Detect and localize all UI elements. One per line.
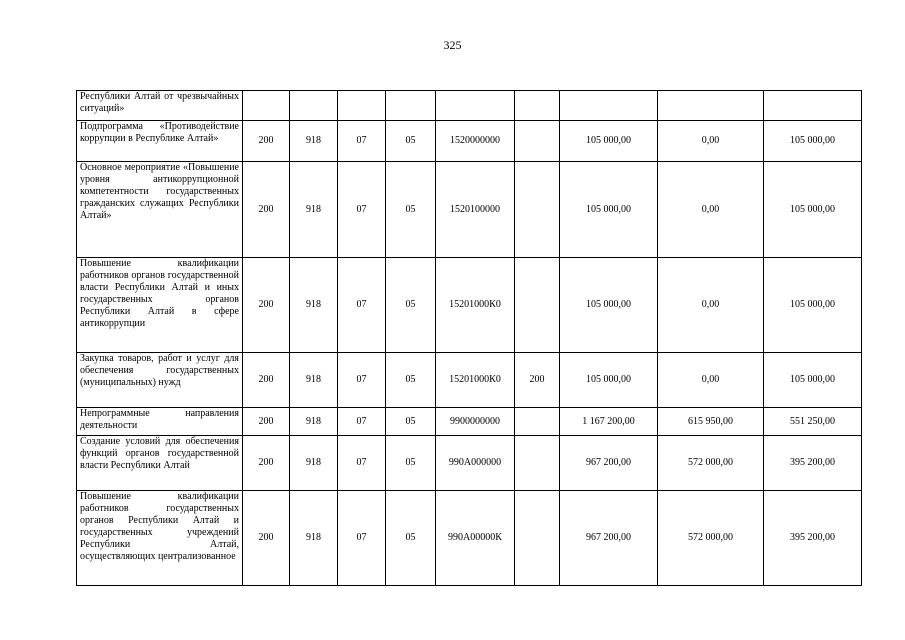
- cell-ministry: 918: [290, 353, 338, 408]
- cell-expense-type: [515, 436, 560, 491]
- cell-expense-type: [515, 91, 560, 121]
- cell-amount-third: 105 000,00: [764, 162, 862, 258]
- row-name: Подпрограмма «Противодействие коррупции в Республике Алтай»: [77, 121, 243, 162]
- cell-section: 07: [338, 436, 386, 491]
- table-row: [77, 436, 862, 491]
- cell-subsection: 05: [386, 162, 436, 258]
- cell-amount-total: 105 000,00: [560, 258, 658, 353]
- cell-amount-second: 0,00: [658, 162, 764, 258]
- table-row: [77, 121, 862, 162]
- row-name: Повышение квалификации работников государственных органов Республики Алтай и государственных учреждений Республики Алтай, осуществляющих централизованное: [77, 491, 243, 586]
- cell-amount-third: 395 200,00: [764, 436, 862, 491]
- cell-admin: 200: [243, 491, 290, 586]
- cell-subsection: 05: [386, 121, 436, 162]
- cell-amount-third: 105 000,00: [764, 121, 862, 162]
- row-name: Основное мероприятие «Повышение уровня антикоррупционной компетентности государственных гражданских служащих Республики Алтай»: [77, 162, 243, 258]
- cell-admin: [243, 91, 290, 121]
- cell-expense-type: [515, 121, 560, 162]
- row-name: Закупка товаров, работ и услуг для обеспечения государственных (муниципальных) нужд: [77, 353, 243, 408]
- cell-amount-third: 105 000,00: [764, 258, 862, 353]
- cell-section: 07: [338, 121, 386, 162]
- cell-subsection: 05: [386, 408, 436, 436]
- cell-amount-total: 105 000,00: [560, 353, 658, 408]
- budget-table: [76, 90, 862, 586]
- cell-admin: 200: [243, 436, 290, 491]
- cell-expense-type: 200: [515, 353, 560, 408]
- cell-expense-type: [515, 408, 560, 436]
- cell-amount-total: 105 000,00: [560, 121, 658, 162]
- cell-amount-total: [560, 91, 658, 121]
- cell-amount-second: 615 950,00: [658, 408, 764, 436]
- row-name: Повышение квалификации работников органов государственной власти Республики Алтай и иных государственных органов Республики Алтай в сфере антикоррупции: [77, 258, 243, 353]
- cell-amount-total: 967 200,00: [560, 436, 658, 491]
- row-name: Непрограммные направления деятельности: [77, 408, 243, 436]
- cell-section: 07: [338, 162, 386, 258]
- cell-section: 07: [338, 408, 386, 436]
- cell-admin: 200: [243, 162, 290, 258]
- cell-section: [338, 91, 386, 121]
- cell-admin: 200: [243, 408, 290, 436]
- cell-amount-second: 572 000,00: [658, 491, 764, 586]
- cell-target-article: 990А00000К: [436, 491, 515, 586]
- cell-expense-type: [515, 162, 560, 258]
- cell-amount-second: 0,00: [658, 121, 764, 162]
- cell-target-article: 9900000000: [436, 408, 515, 436]
- row-name: Республики Алтай от чрезвычайных ситуаций»: [77, 91, 243, 121]
- cell-target-article: 15201000К0: [436, 353, 515, 408]
- table-row: [77, 491, 862, 586]
- cell-amount-third: [764, 91, 862, 121]
- cell-amount-third: 105 000,00: [764, 353, 862, 408]
- table-row: [77, 353, 862, 408]
- page-number: 325: [443, 38, 462, 52]
- cell-admin: 200: [243, 121, 290, 162]
- cell-amount-third: 551 250,00: [764, 408, 862, 436]
- cell-admin: 200: [243, 353, 290, 408]
- table-row: [77, 258, 862, 353]
- row-name: Создание условий для обеспечения функций органов государственной власти Республики Алтай: [77, 436, 243, 491]
- table-row: [77, 91, 862, 121]
- cell-amount-second: 0,00: [658, 353, 764, 408]
- cell-target-article: 1520000000: [436, 121, 515, 162]
- cell-amount-second: 572 000,00: [658, 436, 764, 491]
- cell-subsection: [386, 91, 436, 121]
- cell-target-article: 990А000000: [436, 436, 515, 491]
- cell-target-article: 1520100000: [436, 162, 515, 258]
- cell-target-article: 15201000К0: [436, 258, 515, 353]
- cell-subsection: 05: [386, 353, 436, 408]
- cell-ministry: [290, 91, 338, 121]
- cell-amount-total: 1 167 200,00: [560, 408, 658, 436]
- cell-target-article: [436, 91, 515, 121]
- cell-ministry: 918: [290, 408, 338, 436]
- cell-amount-second: 0,00: [658, 258, 764, 353]
- cell-amount-total: 105 000,00: [560, 162, 658, 258]
- cell-amount-total: 967 200,00: [560, 491, 658, 586]
- table-row: [77, 408, 862, 436]
- cell-subsection: 05: [386, 258, 436, 353]
- cell-expense-type: [515, 491, 560, 586]
- cell-expense-type: [515, 258, 560, 353]
- cell-amount-third: 395 200,00: [764, 491, 862, 586]
- cell-subsection: 05: [386, 491, 436, 586]
- cell-amount-second: [658, 91, 764, 121]
- cell-subsection: 05: [386, 436, 436, 491]
- cell-section: 07: [338, 258, 386, 353]
- cell-section: 07: [338, 491, 386, 586]
- cell-ministry: 918: [290, 436, 338, 491]
- cell-section: 07: [338, 353, 386, 408]
- cell-ministry: 918: [290, 491, 338, 586]
- cell-ministry: 918: [290, 162, 338, 258]
- cell-ministry: 918: [290, 258, 338, 353]
- cell-ministry: 918: [290, 121, 338, 162]
- table-row: [77, 162, 862, 258]
- cell-admin: 200: [243, 258, 290, 353]
